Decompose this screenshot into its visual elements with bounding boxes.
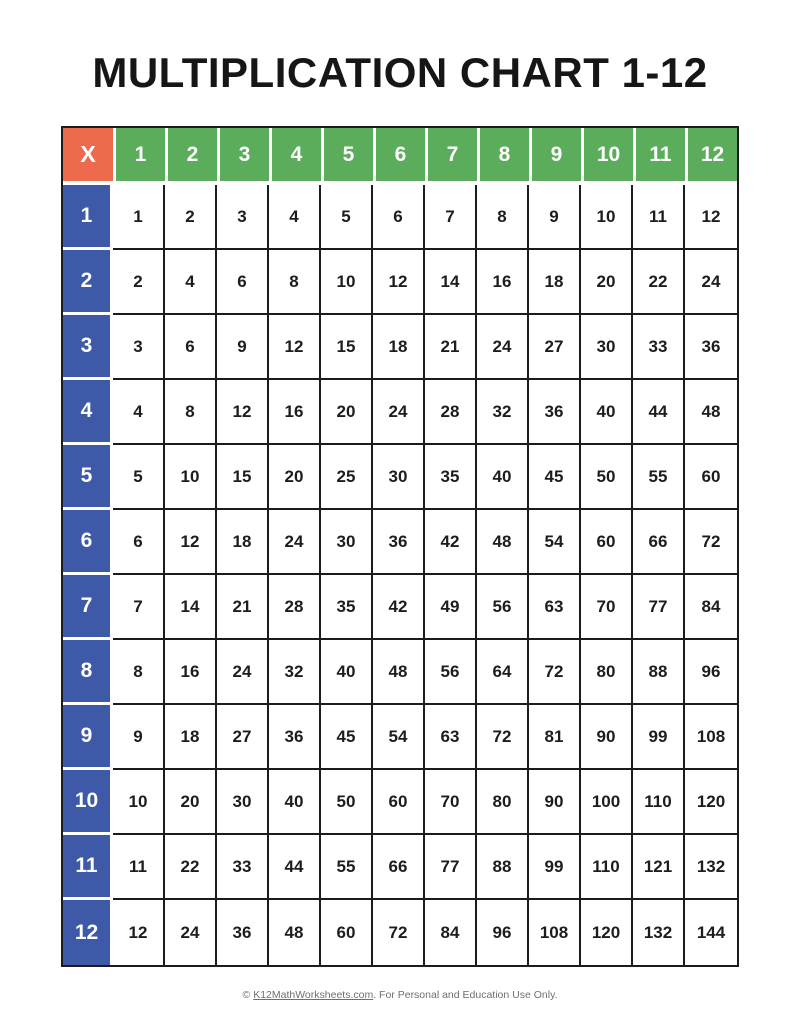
- product-cell: 12: [269, 315, 321, 380]
- product-cell: 49: [425, 575, 477, 640]
- row-header-cell: 4: [63, 380, 113, 445]
- footer-copyright-symbol: ©: [242, 989, 254, 1002]
- product-cell: 7: [113, 575, 165, 640]
- product-cell: 30: [321, 510, 373, 575]
- product-cell: 33: [217, 835, 269, 900]
- product-cell: 48: [685, 380, 737, 445]
- product-cell: 8: [113, 640, 165, 705]
- product-cell: 27: [529, 315, 581, 380]
- product-cell: 90: [529, 770, 581, 835]
- product-cell: 24: [165, 900, 217, 965]
- product-cell: 36: [685, 315, 737, 380]
- product-cell: 9: [529, 185, 581, 250]
- product-cell: 11: [113, 835, 165, 900]
- product-cell: 30: [581, 315, 633, 380]
- product-cell: 24: [217, 640, 269, 705]
- product-cell: 32: [477, 380, 529, 445]
- product-cell: 56: [425, 640, 477, 705]
- column-header-cell: 10: [581, 128, 633, 185]
- column-header-cell: 5: [321, 128, 373, 185]
- column-header-cell: 1: [113, 128, 165, 185]
- product-cell: 20: [269, 445, 321, 510]
- product-cell: 48: [269, 900, 321, 965]
- product-cell: 8: [165, 380, 217, 445]
- column-header-cell: 6: [373, 128, 425, 185]
- product-cell: 110: [581, 835, 633, 900]
- product-cell: 66: [633, 510, 685, 575]
- product-cell: 27: [217, 705, 269, 770]
- product-cell: 64: [477, 640, 529, 705]
- product-cell: 44: [269, 835, 321, 900]
- product-cell: 12: [113, 900, 165, 965]
- product-cell: 66: [373, 835, 425, 900]
- product-cell: 42: [373, 575, 425, 640]
- product-cell: 72: [373, 900, 425, 965]
- product-cell: 10: [581, 185, 633, 250]
- product-cell: 55: [321, 835, 373, 900]
- product-cell: 40: [269, 770, 321, 835]
- product-cell: 99: [529, 835, 581, 900]
- product-cell: 96: [477, 900, 529, 965]
- product-cell: 72: [685, 510, 737, 575]
- footer-usage-note: . For Personal and Education Use Only.: [373, 989, 558, 1002]
- footer-site-link[interactable]: K12MathWorksheets.com: [253, 989, 374, 1002]
- product-cell: 30: [217, 770, 269, 835]
- product-cell: 4: [113, 380, 165, 445]
- product-cell: 35: [425, 445, 477, 510]
- product-cell: 63: [425, 705, 477, 770]
- column-header-cell: 3: [217, 128, 269, 185]
- product-cell: 2: [113, 250, 165, 315]
- product-cell: 10: [113, 770, 165, 835]
- product-cell: 22: [165, 835, 217, 900]
- product-cell: 42: [425, 510, 477, 575]
- product-cell: 33: [633, 315, 685, 380]
- product-cell: 90: [581, 705, 633, 770]
- product-cell: 70: [581, 575, 633, 640]
- product-cell: 108: [529, 900, 581, 965]
- product-cell: 36: [373, 510, 425, 575]
- product-cell: 60: [685, 445, 737, 510]
- row-header-cell: 2: [63, 250, 113, 315]
- product-cell: 9: [217, 315, 269, 380]
- product-cell: 14: [165, 575, 217, 640]
- product-cell: 50: [581, 445, 633, 510]
- product-cell: 45: [321, 705, 373, 770]
- product-cell: 132: [685, 835, 737, 900]
- product-cell: 81: [529, 705, 581, 770]
- product-cell: 108: [685, 705, 737, 770]
- product-cell: 6: [373, 185, 425, 250]
- product-cell: 60: [581, 510, 633, 575]
- product-cell: 60: [321, 900, 373, 965]
- product-cell: 4: [165, 250, 217, 315]
- product-cell: 63: [529, 575, 581, 640]
- product-cell: 20: [321, 380, 373, 445]
- product-cell: 24: [269, 510, 321, 575]
- column-header-cell: 4: [269, 128, 321, 185]
- product-cell: 5: [113, 445, 165, 510]
- product-cell: 21: [217, 575, 269, 640]
- product-cell: 48: [373, 640, 425, 705]
- row-header-cell: 6: [63, 510, 113, 575]
- product-cell: 20: [165, 770, 217, 835]
- product-cell: 30: [373, 445, 425, 510]
- product-cell: 100: [581, 770, 633, 835]
- product-cell: 121: [633, 835, 685, 900]
- product-cell: 8: [269, 250, 321, 315]
- product-cell: 6: [217, 250, 269, 315]
- row-header-cell: 7: [63, 575, 113, 640]
- multiplication-grid: [61, 126, 739, 967]
- product-cell: 20: [581, 250, 633, 315]
- product-cell: 7: [425, 185, 477, 250]
- product-cell: 45: [529, 445, 581, 510]
- product-cell: 6: [165, 315, 217, 380]
- product-cell: 40: [321, 640, 373, 705]
- row-header-cell: 11: [63, 835, 113, 900]
- product-cell: 5: [321, 185, 373, 250]
- product-cell: 77: [633, 575, 685, 640]
- product-cell: 24: [685, 250, 737, 315]
- product-cell: 48: [477, 510, 529, 575]
- row-header-cell: 9: [63, 705, 113, 770]
- product-cell: 99: [633, 705, 685, 770]
- product-cell: 3: [113, 315, 165, 380]
- row-header-cell: 12: [63, 900, 113, 965]
- product-cell: 1: [113, 185, 165, 250]
- product-cell: 120: [685, 770, 737, 835]
- product-cell: 14: [425, 250, 477, 315]
- product-cell: 54: [373, 705, 425, 770]
- product-cell: 60: [373, 770, 425, 835]
- product-cell: 12: [217, 380, 269, 445]
- product-cell: 132: [633, 900, 685, 965]
- product-cell: 36: [217, 900, 269, 965]
- product-cell: 9: [113, 705, 165, 770]
- product-cell: 18: [373, 315, 425, 380]
- product-cell: 40: [581, 380, 633, 445]
- product-cell: 8: [477, 185, 529, 250]
- product-cell: 21: [425, 315, 477, 380]
- product-cell: 44: [633, 380, 685, 445]
- product-cell: 72: [529, 640, 581, 705]
- column-header-cell: 12: [685, 128, 737, 185]
- product-cell: 70: [425, 770, 477, 835]
- product-cell: 12: [685, 185, 737, 250]
- product-cell: 16: [269, 380, 321, 445]
- product-cell: 28: [425, 380, 477, 445]
- product-cell: 35: [321, 575, 373, 640]
- product-cell: 80: [581, 640, 633, 705]
- product-cell: 24: [373, 380, 425, 445]
- product-cell: 36: [269, 705, 321, 770]
- product-cell: 88: [477, 835, 529, 900]
- column-header-cell: 2: [165, 128, 217, 185]
- page-title: MULTIPLICATION CHART 1-12: [92, 49, 708, 96]
- product-cell: 80: [477, 770, 529, 835]
- product-cell: 18: [529, 250, 581, 315]
- corner-cell: X: [63, 128, 113, 185]
- product-cell: 15: [321, 315, 373, 380]
- product-cell: 4: [269, 185, 321, 250]
- row-header-cell: 10: [63, 770, 113, 835]
- product-cell: 120: [581, 900, 633, 965]
- product-cell: 3: [217, 185, 269, 250]
- product-cell: 88: [633, 640, 685, 705]
- multiplication-chart: [61, 126, 739, 967]
- product-cell: 22: [633, 250, 685, 315]
- product-cell: 50: [321, 770, 373, 835]
- product-cell: 96: [685, 640, 737, 705]
- product-cell: 36: [529, 380, 581, 445]
- product-cell: 10: [165, 445, 217, 510]
- product-cell: 15: [217, 445, 269, 510]
- product-cell: 72: [477, 705, 529, 770]
- product-cell: 32: [269, 640, 321, 705]
- product-cell: 16: [477, 250, 529, 315]
- product-cell: 110: [633, 770, 685, 835]
- product-cell: 77: [425, 835, 477, 900]
- product-cell: 18: [165, 705, 217, 770]
- product-cell: 54: [529, 510, 581, 575]
- product-cell: 11: [633, 185, 685, 250]
- product-cell: 84: [425, 900, 477, 965]
- product-cell: 16: [165, 640, 217, 705]
- product-cell: 84: [685, 575, 737, 640]
- product-cell: 56: [477, 575, 529, 640]
- product-cell: 28: [269, 575, 321, 640]
- product-cell: 55: [633, 445, 685, 510]
- product-cell: 25: [321, 445, 373, 510]
- product-cell: 24: [477, 315, 529, 380]
- product-cell: 2: [165, 185, 217, 250]
- product-cell: 6: [113, 510, 165, 575]
- column-header-cell: 9: [529, 128, 581, 185]
- row-header-cell: 3: [63, 315, 113, 380]
- product-cell: 10: [321, 250, 373, 315]
- row-header-cell: 8: [63, 640, 113, 705]
- row-header-cell: 1: [63, 185, 113, 250]
- product-cell: 144: [685, 900, 737, 965]
- row-header-cell: 5: [63, 445, 113, 510]
- column-header-cell: 8: [477, 128, 529, 185]
- footer-credit: [0, 989, 800, 1001]
- product-cell: 12: [165, 510, 217, 575]
- product-cell: 18: [217, 510, 269, 575]
- product-cell: 12: [373, 250, 425, 315]
- column-header-cell: 11: [633, 128, 685, 185]
- product-cell: 40: [477, 445, 529, 510]
- column-header-cell: 7: [425, 128, 477, 185]
